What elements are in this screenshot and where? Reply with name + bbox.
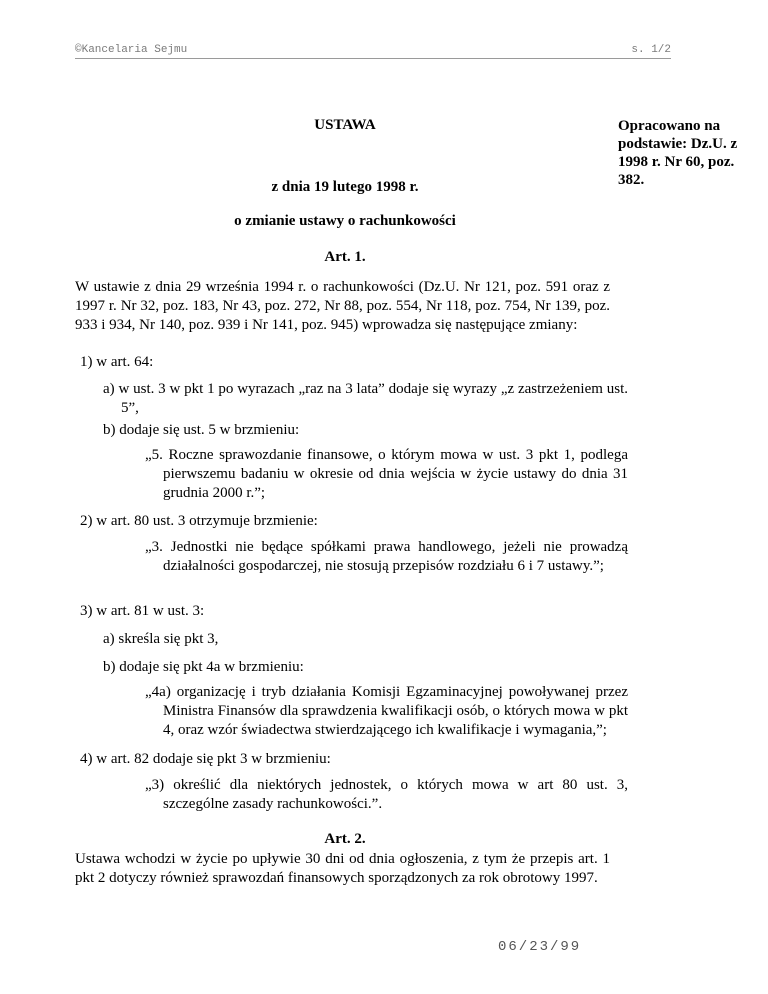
item-1b-quote: „5. Roczne sprawozdanie finansowe, o którym mowa w ust. 3 pkt 1, podlega pierwszemu badaniu w okresie od dnia wejścia w życie ustawy do dnia 31 grudnia 2000 r.”; [145, 447, 628, 501]
item-3: 3) w art. 81 w ust. 3: [80, 603, 205, 619]
item-4-quote: „3) określić dla niektórych jednostek, o których mowa w art 80 ust. 3, szczególne zasady rachunkowości.”. [145, 777, 628, 812]
art1-intro: W ustawie z dnia 29 września 1994 r. o rachunkowości (Dz.U. Nr 121, poz. 591 oraz z 1997 r. Nr 32, poz. 183, Nr 43, poz. 272, Nr 88, poz. 554, Nr 118, poz. 754, Nr 139, poz. 933 i 934, Nr 140, poz. 939 i Nr 141, poz. 945) wprowadza się następujące zmiany: [75, 279, 610, 333]
item-2-quote: „3. Jednostki nie będące spółkami prawa handlowego, jeżeli nie prowadzą działalności gospodarczej, nie stosują przepisów rozdziału 6 i 7 ustawy.”; [145, 539, 628, 574]
item-1b: b) dodaje się ust. 5 w brzmieniu: [103, 422, 300, 438]
document-subject: o zmianie ustawy o rachunkowości [234, 213, 456, 229]
item-4: 4) w art. 82 dodaje się pkt 3 w brzmieniu: [80, 751, 331, 767]
art2-heading: Art. 2. [324, 831, 366, 847]
art1-heading: Art. 1. [324, 249, 366, 265]
art2-text: Ustawa wchodzi w życie po upływie 30 dni od dnia ogłoszenia, z tym że przepis art. 1 pkt 2 dotyczy również sprawozdań finansowych sporządzonych za rok obrotowy 1997. [75, 851, 610, 886]
item-2: 2) w art. 80 ust. 3 otrzymuje brzmienie: [80, 513, 318, 529]
item-3b: b) dodaje się pkt 4a w brzmieniu: [103, 659, 304, 675]
item-3b-quote: „4a) organizację i tryb działania Komisji Egzaminacyjnej powoływanej przez Ministra Finansów dla sprawdzenia kwalifikacji osób, o których mowa w pkt 4, oraz wzór świadectwa stwierdzającego ich kwalifikacje i wymagania,”; [145, 684, 628, 738]
footer-date: 06/23/99 [498, 939, 582, 955]
side-note: Opracowano na podstawie: Dz.U. z 1998 r. Nr 60, poz. 382. [618, 118, 738, 188]
item-1: 1) w art. 64: [80, 354, 154, 370]
document-date: z dnia 19 lutego 1998 r. [271, 179, 419, 195]
item-3a: a) skreśla się pkt 3, [103, 631, 219, 647]
document-title: USTAWA [314, 117, 376, 133]
header-source: ©Kancelaria Sejmu [75, 44, 188, 56]
page-header [75, 44, 671, 59]
item-1a: a) w ust. 3 w pkt 1 po wyrazach „raz na 3 lata” dodaje się wyrazy „z zastrzeżeniem ust. 5”, [103, 381, 628, 416]
header-page-number: s. 1/2 [631, 44, 671, 56]
